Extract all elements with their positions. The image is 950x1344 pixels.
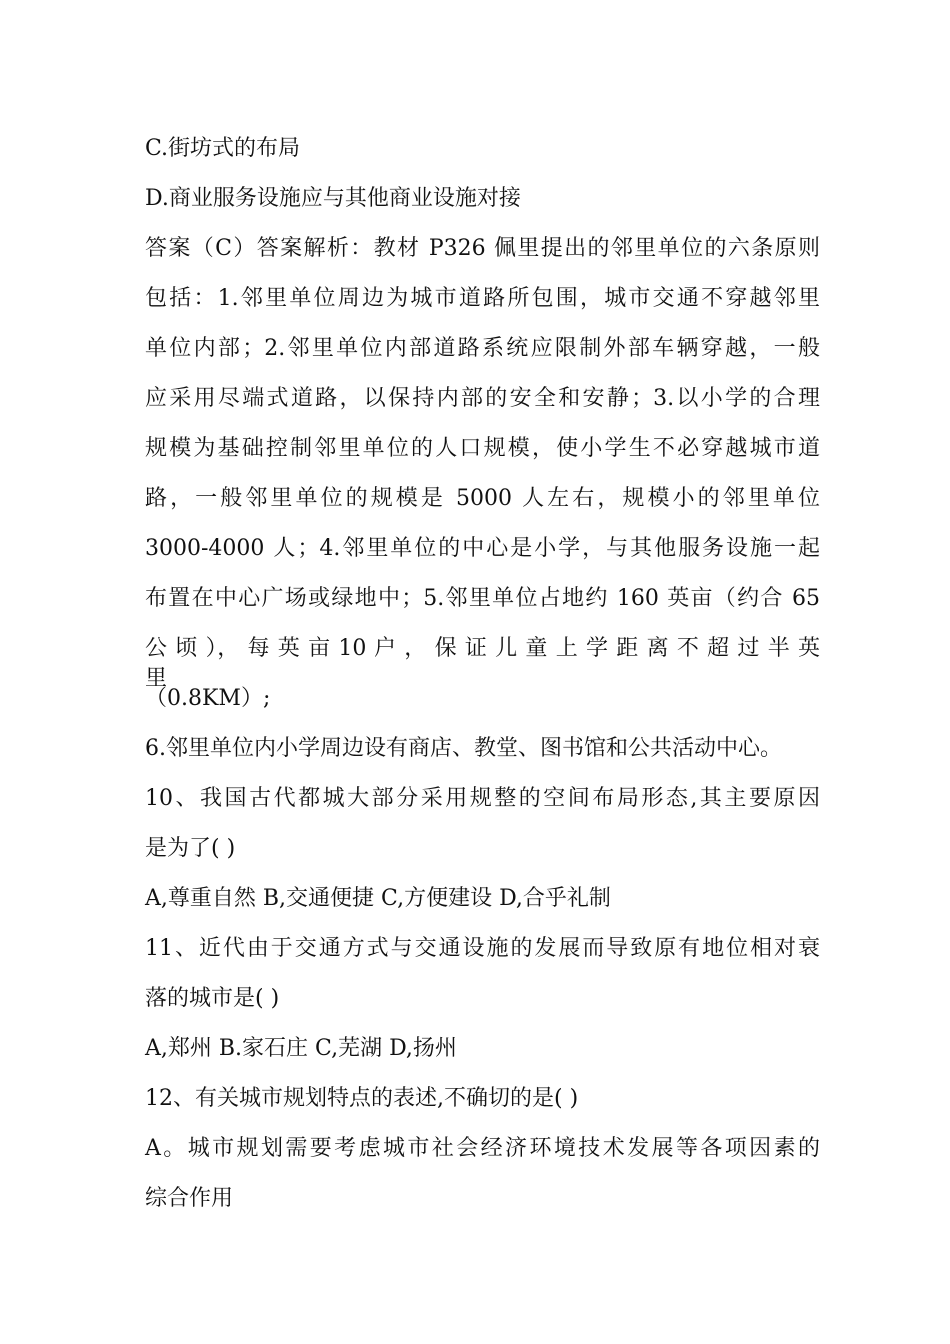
answer-line-5: 规模为基础控制邻里单位的人口规模，使小学生不必穿越城市道 <box>145 436 820 461</box>
answer-line-9: 公 顷 ）， 每 英 亩 10 户 ， 保 证 儿 童 上 学 距 离 不 超 过 半 英 里 <box>145 636 820 691</box>
question-12-option-a-line-1: A。城市规划需要考虑城市社会经济环境技术发展等各项因素的 <box>145 1136 820 1161</box>
question-11-line-1: 11、近代由于交通方式与交通设施的发展而导致原有地位相对衰 <box>145 936 820 961</box>
option-c-line: C.街坊式的布局 <box>145 136 301 161</box>
question-10-line-2: 是为了( ) <box>145 836 236 861</box>
answer-line-8: 布置在中心广场或绿地中；5.邻里单位占地约 160 英亩（约合 65 <box>145 586 820 611</box>
answer-line-11: 6.邻里单位内小学周边设有商店、教堂、图书馆和公共活动中心。 <box>145 736 782 761</box>
answer-line-7: 3000-4000 人；4.邻里单位的中心是小学，与其他服务设施一起 <box>145 536 820 561</box>
question-10-line-1: 10、我国古代都城大部分采用规整的空间布局形态,其主要原因 <box>145 786 820 811</box>
answer-line-10: （0.8KM）; <box>145 686 271 711</box>
answer-line-3: 单位内部；2.邻里单位内部道路系统应限制外部车辆穿越，一般 <box>145 336 820 361</box>
answer-line-1: 答案（C）答案解析：教材 P326 佩里提出的邻里单位的六条原则 <box>145 236 820 261</box>
question-12-line: 12、有关城市规划特点的表述,不确切的是( ) <box>145 1086 579 1111</box>
question-12-option-a-line-2: 综合作用 <box>145 1186 234 1211</box>
question-11-options: A,郑州 B.家石庄 C,芜湖 D,扬州 <box>145 1036 457 1061</box>
answer-line-6: 路，一般邻里单位的规模是 5000 人左右，规模小的邻里单位 <box>145 486 820 511</box>
answer-line-4: 应采用尽端式道路，以保持内部的安全和安静；3.以小学的合理 <box>145 386 820 411</box>
question-10-options: A,尊重自然 B,交通便捷 C,方便建设 D,合乎礼制 <box>145 886 611 911</box>
option-d-line: D.商业服务设施应与其他商业设施对接 <box>145 186 521 211</box>
answer-line-2: 包括：1.邻里单位周边为城市道路所包围，城市交通不穿越邻里 <box>145 286 820 311</box>
question-11-line-2: 落的城市是( ) <box>145 986 280 1011</box>
